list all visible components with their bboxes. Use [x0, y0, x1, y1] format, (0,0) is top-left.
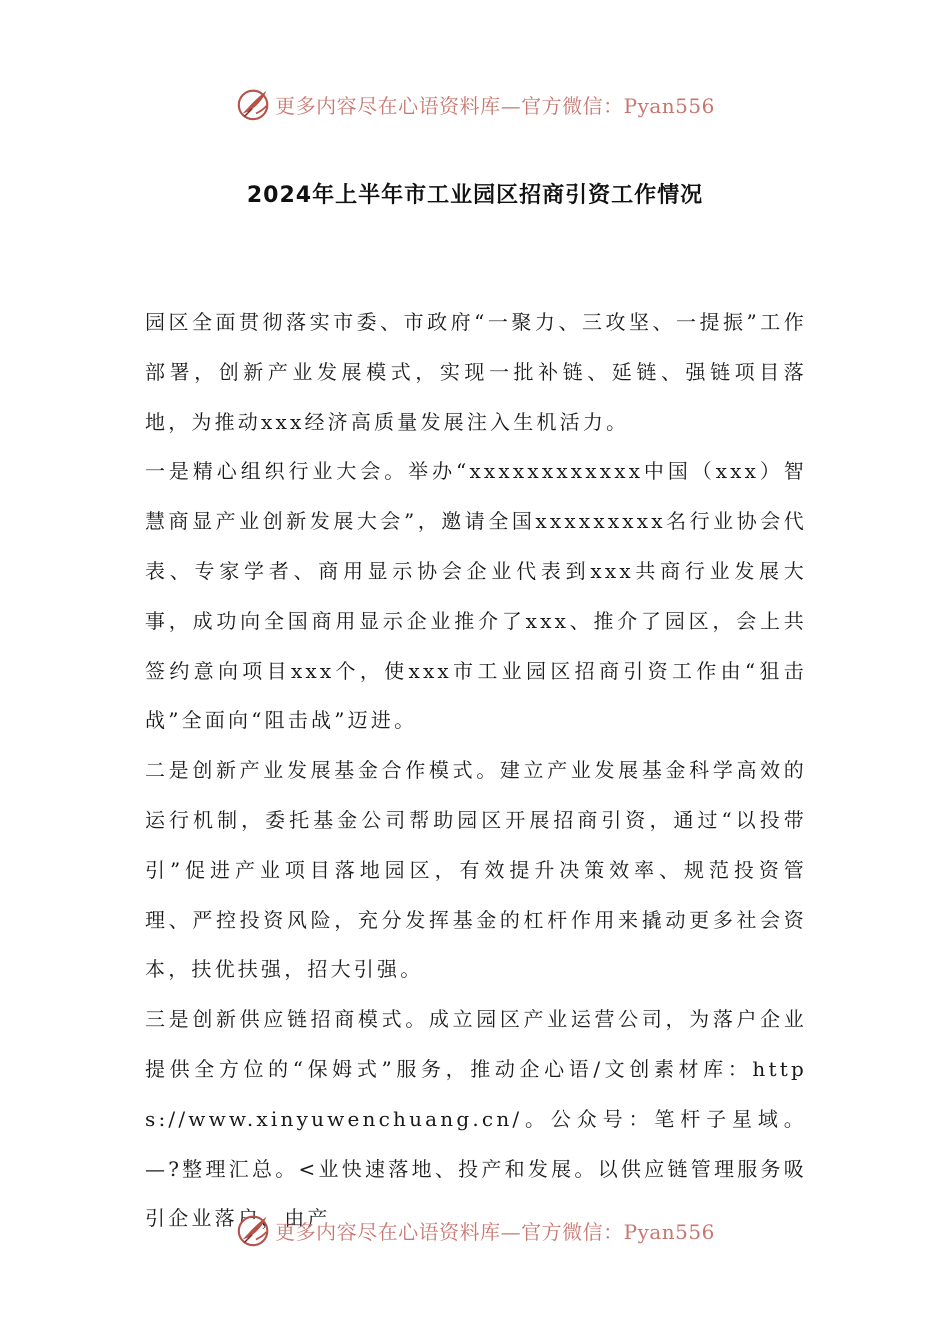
footer-watermark — [0, 1208, 950, 1252]
paragraph-industry-conference: 一是精心组织行业大会。举办“xxxxxxxxxxxx中国（xxx）智慧商显产业创新发展大会”，邀请全国xxxxxxxxx名行业协会代表、专家学者、商用显示协会企业代表到xxx共商行业发展大事，成功向全国商用显示企业推介了xxx、推介了园区，会上共签约意向项目xxx个，使xxx市工业园区招商引资工作由“狙击战”全面向“阻击战”迈进。 — [145, 459, 807, 733]
document-body — [145, 298, 807, 1244]
watermark-text: 更多内容尽在心语资料库—官方微信：Pyan556 — [275, 1219, 715, 1244]
paragraph-fund-model: 二是创新产业发展基金合作模式。建立产业发展基金科学高效的运行机制，委托基金公司帮助园区开展招商引资，通过“以投带引”促进产业项目落地园区，有效提升决策效率、规范投资管理、严控投资风险，充分发挥基金的杠杆作用来撬动更多社会资本，扶优扶强，招大引强。 — [145, 758, 807, 982]
paragraph-supply-chain: 三是创新供应链招商模式。成立园区产业运营公司，为落户企业提供全方位的“保姆式”服务，推动企心语/文创素材库：https://www.xinyuwenchuang.cn/。公众号：笔杆子星域。—?整理汇总。<业快速落地、投产和发展。以供应链管理服务吸引企业落户，由产 — [145, 1007, 807, 1231]
document-title: 2024年上半年市工业园区招商引资工作情况 — [246, 183, 704, 208]
quill-logo-icon — [235, 85, 273, 123]
watermark-text: 更多内容尽在心语资料库—官方微信：Pyan556 — [275, 93, 715, 118]
header-watermark — [0, 82, 950, 126]
quill-logo-icon — [235, 1211, 273, 1249]
paragraph-intro: 园区全面贯彻落实市委、市政府“一聚力、三攻坚、一提振”工作部署，创新产业发展模式，实现一批补链、延链、强链项目落地，为推动xxx经济高质量发展注入生机活力。 — [145, 310, 807, 434]
